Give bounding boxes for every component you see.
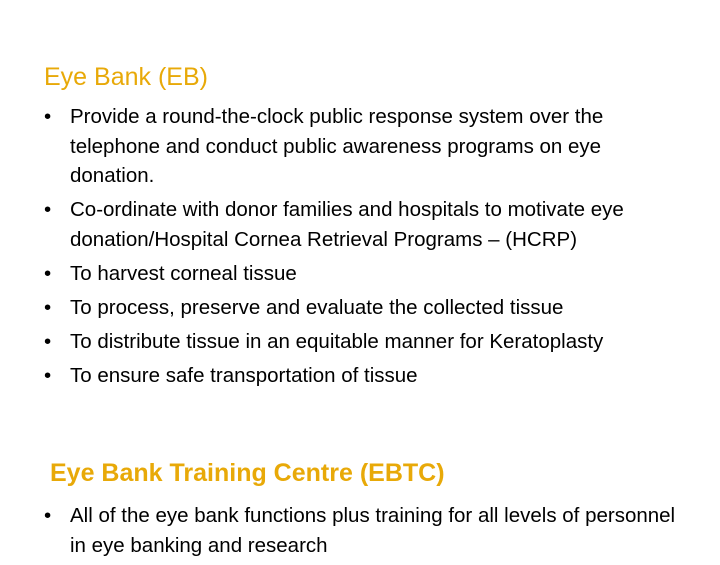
- bullet-text: To process, preserve and evaluate the collected tissue: [70, 295, 564, 319]
- section-heading-eye-bank: Eye Bank (EB): [44, 63, 208, 91]
- bullet-icon: •: [44, 198, 52, 221]
- bullet-icon: •: [44, 105, 52, 128]
- bullet-item: [44, 195, 684, 254]
- section-heading-ebtc: Eye Bank Training Centre (EBTC): [50, 459, 445, 487]
- bullet-item: [44, 102, 684, 191]
- bullet-icon: •: [44, 261, 52, 285]
- eye-bank-bullet-list: [44, 102, 684, 395]
- bullet-text: To ensure safe transportation of tissue: [70, 363, 418, 387]
- bullet-item: [44, 293, 684, 323]
- bullet-icon: •: [44, 295, 52, 319]
- bullet-icon: •: [44, 504, 52, 527]
- bullet-text: To harvest corneal tissue: [70, 261, 297, 285]
- bullet-icon: •: [44, 363, 52, 387]
- bullet-item: [44, 501, 684, 560]
- bullet-text: To distribute tissue in an equitable manner for Keratoplasty: [70, 329, 604, 353]
- bullet-text: All of the eye bank functions plus training for all levels of personnel in eye banking and research: [70, 504, 676, 557]
- bullet-item: [44, 327, 684, 357]
- bullet-item: [44, 259, 684, 289]
- bullet-text: Provide a round-the-clock public response system over the telephone and conduct public awareness programs on eye donation.: [70, 105, 604, 187]
- bullet-item: [44, 361, 684, 391]
- bullet-text: Co-ordinate with donor families and hospitals to motivate eye donation/Hospital Cornea Retrieval Programs – (HCRP): [70, 198, 624, 251]
- bullet-icon: •: [44, 329, 52, 353]
- ebtc-bullet-list: [44, 501, 684, 565]
